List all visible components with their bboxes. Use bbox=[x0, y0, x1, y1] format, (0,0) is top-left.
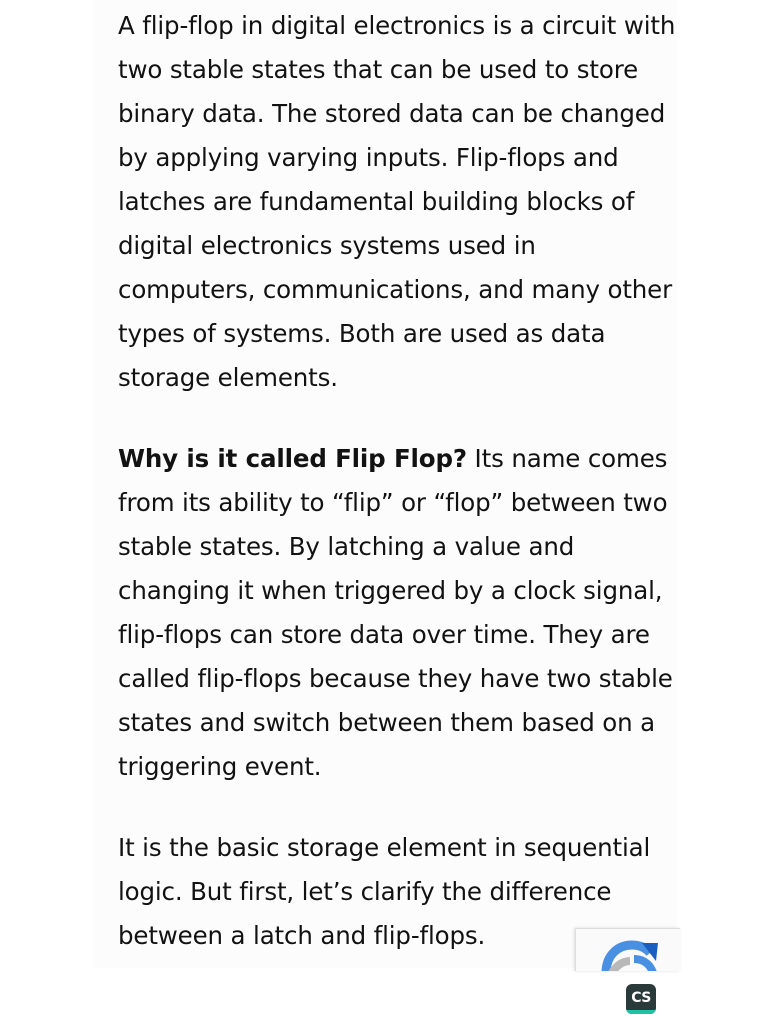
text-line: storage elements. bbox=[118, 363, 338, 392]
text-line: called flip-flops because they have two stable bbox=[118, 664, 673, 693]
text-line: between a latch and flip-flops. bbox=[118, 921, 486, 950]
text-line: changing it when triggered by a clock signal, bbox=[118, 576, 663, 605]
text-line bbox=[118, 437, 678, 481]
text-line: by applying varying inputs. Flip-flops and bbox=[118, 143, 619, 172]
text-line: two stable states that can be used to store bbox=[118, 55, 639, 84]
text-line: computers, communications, and many other bbox=[118, 275, 673, 304]
camscanner-icon[interactable] bbox=[626, 984, 656, 1014]
text-line: binary data. The stored data can be changed bbox=[118, 99, 666, 128]
text-line: logic. But first, let’s clarify the difference bbox=[118, 877, 612, 906]
camscanner-accent-bar bbox=[626, 1010, 656, 1014]
text-line: flip-flops can store data over time. They are bbox=[118, 620, 650, 649]
paragraph-intro bbox=[118, 4, 678, 400]
paragraph-why-flip-flop bbox=[118, 437, 678, 789]
recaptcha-logo-icon bbox=[600, 937, 658, 971]
camscanner-label: CS bbox=[631, 990, 651, 1006]
text-line: types of systems. Both are used as data bbox=[118, 319, 606, 348]
recaptcha-badge[interactable] bbox=[575, 928, 680, 971]
text-line: triggering event. bbox=[118, 752, 322, 781]
text-line: latches are fundamental building blocks of bbox=[118, 187, 635, 216]
text-line: A flip-flop in digital electronics is a circuit with bbox=[118, 11, 676, 40]
text-line: It is the basic storage element in sequential bbox=[118, 833, 651, 862]
text-line: states and switch between them based on a bbox=[118, 708, 656, 737]
text-line: from its ability to “flip” or “flop” between two bbox=[118, 488, 668, 517]
text-line: digital electronics systems used in bbox=[118, 231, 536, 260]
paragraph-heading: Why is it called Flip Flop? bbox=[118, 444, 467, 473]
article-body bbox=[118, 4, 678, 995]
text-line: stable states. By latching a value and bbox=[118, 532, 575, 561]
text-fragment: Its name comes bbox=[466, 444, 668, 473]
